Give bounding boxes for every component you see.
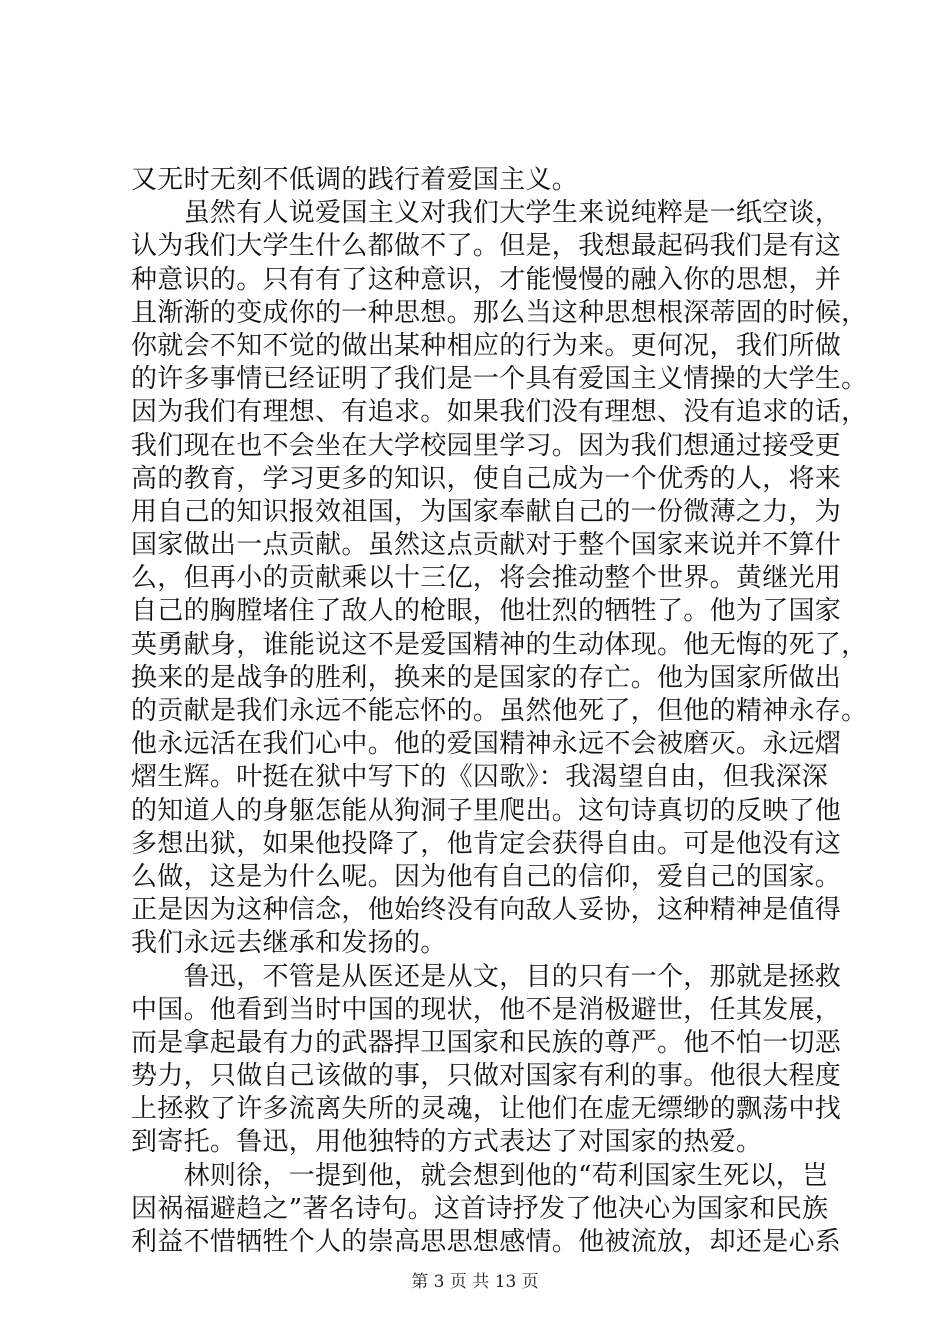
text-line: 的知道人的身躯怎能从狗洞子里爬出。这句诗真切的反映了他: [131, 795, 842, 826]
text-line: 虽然有人说爱国主义对我们大学生来说纯粹是一纸空谈，: [131, 198, 842, 229]
body-text: [131, 164, 868, 1259]
text-line: 用自己的知识报效祖国，为国家奉献自己的一份微薄之力，为: [131, 496, 842, 527]
text-line: 而是拿起最有力的武器捍卫国家和民族的尊严。他不怕一切恶: [131, 1027, 842, 1058]
text-line: 利益不惜牺牲个人的崇高思思想感情。他被流放，却还是心系: [131, 1227, 842, 1257]
text-line: 多想出狱，如果他投降了，他肯定会获得自由。可是他没有这: [131, 828, 842, 859]
text-line: 上拯救了许多流离失所的灵魂，让他们在虚无缥缈的飘荡中找: [131, 1094, 842, 1125]
text-line: 认为我们大学生什么都做不了。但是，我想最起码我们是有这: [131, 231, 842, 262]
text-line: 的许多事情已经证明了我们是一个具有爱国主义情操的大学生。: [131, 364, 868, 395]
text-line: 国家做出一点贡献。虽然这点贡献对于整个国家来说并不算什: [131, 530, 842, 561]
text-line: 因为我们有理想、有追求。如果我们没有理想、没有追求的话，: [131, 397, 868, 428]
text-line: 种意识的。只有有了这种意识，才能慢慢的融入你的思想，并: [131, 264, 842, 295]
text-line: 势力，只做自己该做的事，只做对国家有利的事。他很大程度: [131, 1061, 842, 1092]
text-line: 因祸福避趋之”著名诗句。这首诗抒发了他决心为国家和民族: [131, 1193, 829, 1224]
text-line: 自己的胸膛堵住了敌人的枪眼，他壮烈的牺牲了。他为了国家: [131, 596, 842, 627]
page-number-label: 第 3 页 共 13 页: [411, 1272, 539, 1292]
text-line: 你就会不知不觉的做出某种相应的行为来。更何况，我们所做: [131, 330, 842, 361]
text-line: 么做，这是为什么呢。因为他有自己的信仰，爱自己的国家。: [131, 861, 842, 892]
text-line: 英勇献身，谁能说这不是爱国精神的生动体现。他无悔的死了，: [131, 629, 868, 660]
page-footer: [0, 1271, 950, 1293]
text-line: 鲁迅，不管是从医还是从文，目的只有一个，那就是拯救: [131, 961, 842, 992]
text-line: 他永远活在我们心中。他的爱国精神永远不会被磨灭。永远熠: [131, 729, 842, 760]
text-line: 换来的是战争的胜利，换来的是国家的存亡。他为国家所做出: [131, 662, 842, 693]
text-line: 么，但再小的贡献乘以十三亿，将会推动整个世界。黄继光用: [131, 563, 842, 594]
text-line: 熠生辉。叶挺在狱中写下的《囚歌》：我渴望自由，但我深深: [131, 762, 829, 793]
text-line: 中国。他看到当时中国的现状，他不是消极避世，任其发展，: [131, 994, 842, 1025]
text-line: 到寄托。鲁迅，用他独特的方式表达了对国家的热爱。: [131, 1127, 763, 1158]
text-line: 我们永远去继承和发扬的。: [131, 928, 447, 959]
text-line: 我们现在也不会坐在大学校园里学习。因为我们想通过接受更: [131, 430, 842, 461]
text-line: 且渐渐的变成你的一种思想。那么当这种思想根深蒂固的时候，: [131, 297, 868, 328]
text-line: 的贡献是我们永远不能忘怀的。虽然他死了，但他的精神永存。: [131, 696, 868, 726]
text-line: 又无时无刻不低调的践行着爱国主义。: [131, 165, 579, 195]
text-line: 高的教育，学习更多的知识，使自己成为一个优秀的人，将来: [131, 463, 842, 494]
text-line: 林则徐，一提到他，就会想到他的“苟利国家生死以，岂: [131, 1160, 829, 1191]
text-line: 正是因为这种信念，他始终没有向敌人妥协，这种精神是值得: [131, 895, 842, 926]
